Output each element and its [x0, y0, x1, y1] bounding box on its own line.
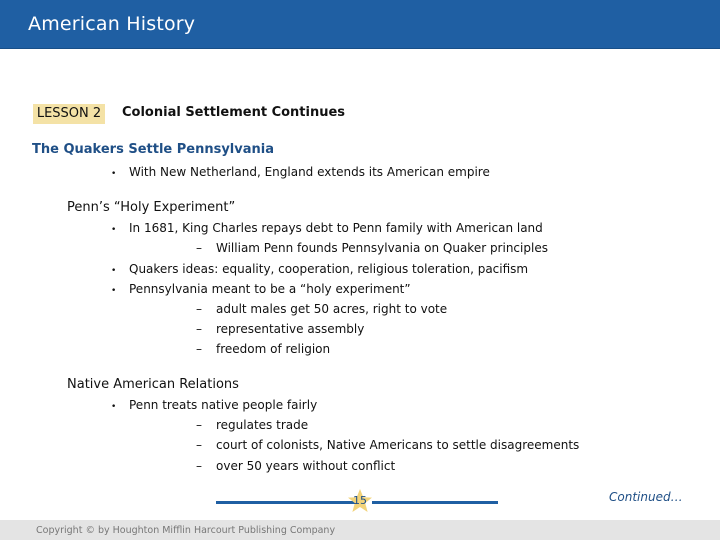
dash-marker: – [196, 418, 202, 432]
relations-sub-3: over 50 years without conflict [216, 459, 396, 473]
relations-sub-1: regulates trade [216, 418, 309, 432]
experiment-sub-4: freedom of religion [216, 342, 331, 356]
dash-marker: – [196, 438, 202, 452]
relations-bullet-1: Penn treats native people fairly [129, 398, 318, 412]
relations-sub-2: court of colonists, Native Americans to settle disagreements [216, 438, 580, 452]
page-number: 15 [353, 494, 367, 507]
footer-rule-left [216, 501, 361, 504]
bullet-marker: • [111, 402, 117, 412]
experiment-bullet-1: In 1681, King Charles repays debt to Penn family with American land [129, 221, 543, 235]
experiment-heading: Penn’s “Holy Experiment” [67, 200, 236, 215]
relations-heading: Native American Relations [67, 377, 239, 392]
dash-marker: – [196, 302, 202, 316]
lesson-title: Colonial Settlement Continues [122, 105, 346, 120]
experiment-sub-2: adult males get 50 acres, right to vote [216, 302, 448, 316]
footer-rule-right [372, 501, 498, 504]
experiment-sub-3: representative assembly [216, 322, 365, 336]
title-bar [0, 0, 720, 49]
course-title: American History [28, 13, 196, 35]
section-title: The Quakers Settle Pennsylvania [32, 142, 274, 157]
experiment-sub-1: William Penn founds Pennsylvania on Quaker principles [216, 241, 548, 255]
bullet-marker: • [111, 266, 117, 276]
lesson-badge: LESSON 2 [33, 104, 105, 124]
dash-marker: – [196, 342, 202, 356]
bullet-marker: • [111, 169, 117, 179]
continued-link[interactable]: Continued… [609, 490, 683, 504]
experiment-bullet-3: Pennsylvania meant to be a “holy experiment” [129, 282, 411, 296]
copyright-text: Copyright © by Houghton Mifflin Harcourt Publishing Company [36, 525, 336, 536]
dash-marker: – [196, 241, 202, 255]
experiment-bullet-2: Quakers ideas: equality, cooperation, religious toleration, pacifism [129, 262, 529, 276]
dash-marker: – [196, 322, 202, 336]
dash-marker: – [196, 459, 202, 473]
bullet-marker: • [111, 286, 117, 296]
intro-bullet-text: With New Netherland, England extends its American empire [129, 165, 490, 179]
bullet-marker: • [111, 225, 117, 235]
